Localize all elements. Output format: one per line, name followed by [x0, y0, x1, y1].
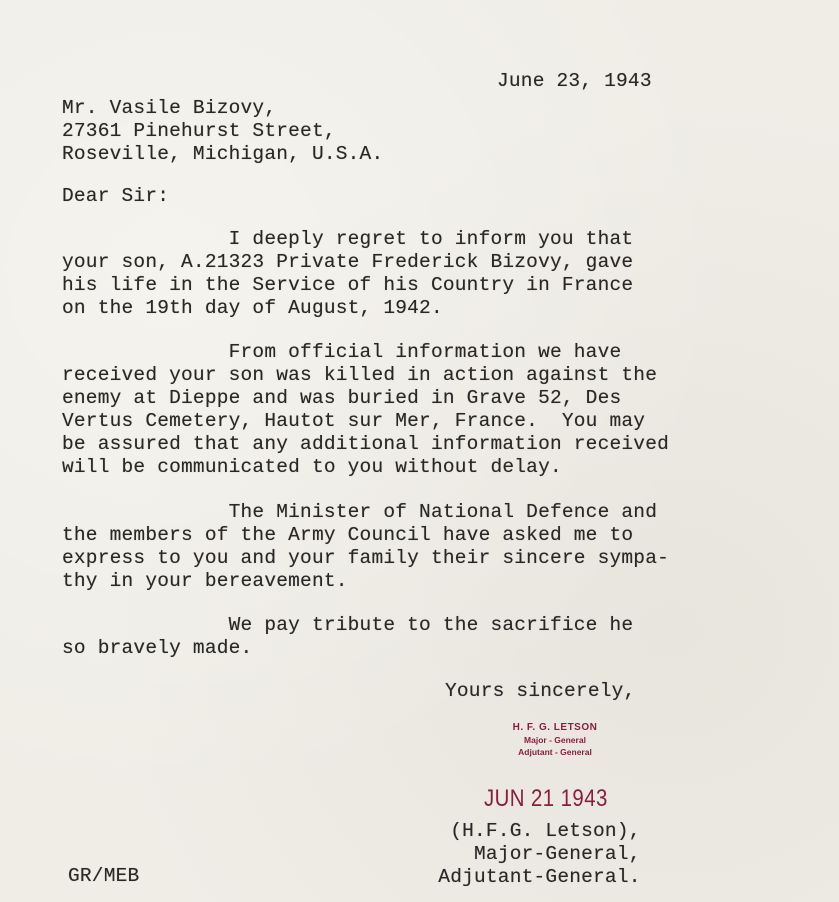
- paragraph-line: Vertus Cemetery, Hautot sur Mer, France. You may: [62, 410, 646, 432]
- paragraph-line: received your son was killed in action against the: [62, 364, 658, 386]
- stamp-name: H. F. G. LETSON: [512, 722, 598, 733]
- paragraph-line: enemy at Dieppe and was buried in Grave 52, Des: [62, 387, 622, 409]
- closing: Yours sincerely,: [445, 680, 636, 702]
- recipient-street: 27361 Pinehurst Street,: [62, 120, 336, 142]
- signature-name: (H.F.G. Letson),: [450, 820, 641, 842]
- paragraph-line: The Minister of National Defence and: [62, 501, 658, 523]
- recipient-address: [62, 97, 383, 166]
- signature-stamp: [480, 722, 630, 758]
- paragraph-1: [62, 228, 633, 320]
- paragraph-line: your son, A.21323 Private Frederick Bizovy, gave: [62, 251, 634, 273]
- paragraph-line: thy in your bereavement.: [62, 570, 348, 592]
- letter-date: June 23, 1943: [497, 70, 652, 92]
- paragraph-line: on the 19th day of August, 1942.: [62, 297, 443, 319]
- recipient-city: Roseville, Michigan, U.S.A.: [62, 143, 384, 165]
- paragraph-line: will be communicated to you without delay.: [62, 456, 562, 478]
- paragraph-line: the members of the Army Council have asked me to: [62, 524, 634, 546]
- stamp-title: Adjutant - General: [518, 747, 592, 757]
- signature-rank: Major-General,: [474, 843, 641, 865]
- paragraph-line: his life in the Service of his Country in France: [62, 274, 634, 296]
- paragraph-line: so bravely made.: [62, 637, 253, 659]
- paragraph-line: express to you and your family their sincere sympa-: [62, 547, 669, 569]
- stamp-rank: Major - General: [524, 735, 586, 745]
- paragraph-line: From official information we have: [62, 341, 622, 363]
- paragraph-4: [62, 614, 633, 660]
- recipient-name: Mr. Vasile Bizovy,: [62, 97, 277, 119]
- reference-initials: GR/MEB: [68, 865, 140, 887]
- paragraph-3: [62, 501, 669, 593]
- paragraph-line: We pay tribute to the sacrifice he: [62, 614, 634, 636]
- salutation: Dear Sir:: [62, 185, 170, 207]
- paragraph-2: [62, 341, 669, 479]
- date-stamp: JUN 21 1943: [484, 785, 608, 812]
- paragraph-line: I deeply regret to inform you that: [62, 228, 634, 250]
- signature-title: Adjutant-General.: [438, 866, 641, 888]
- typed-signature: [432, 820, 641, 889]
- paragraph-line: be assured that any additional information received: [62, 433, 669, 455]
